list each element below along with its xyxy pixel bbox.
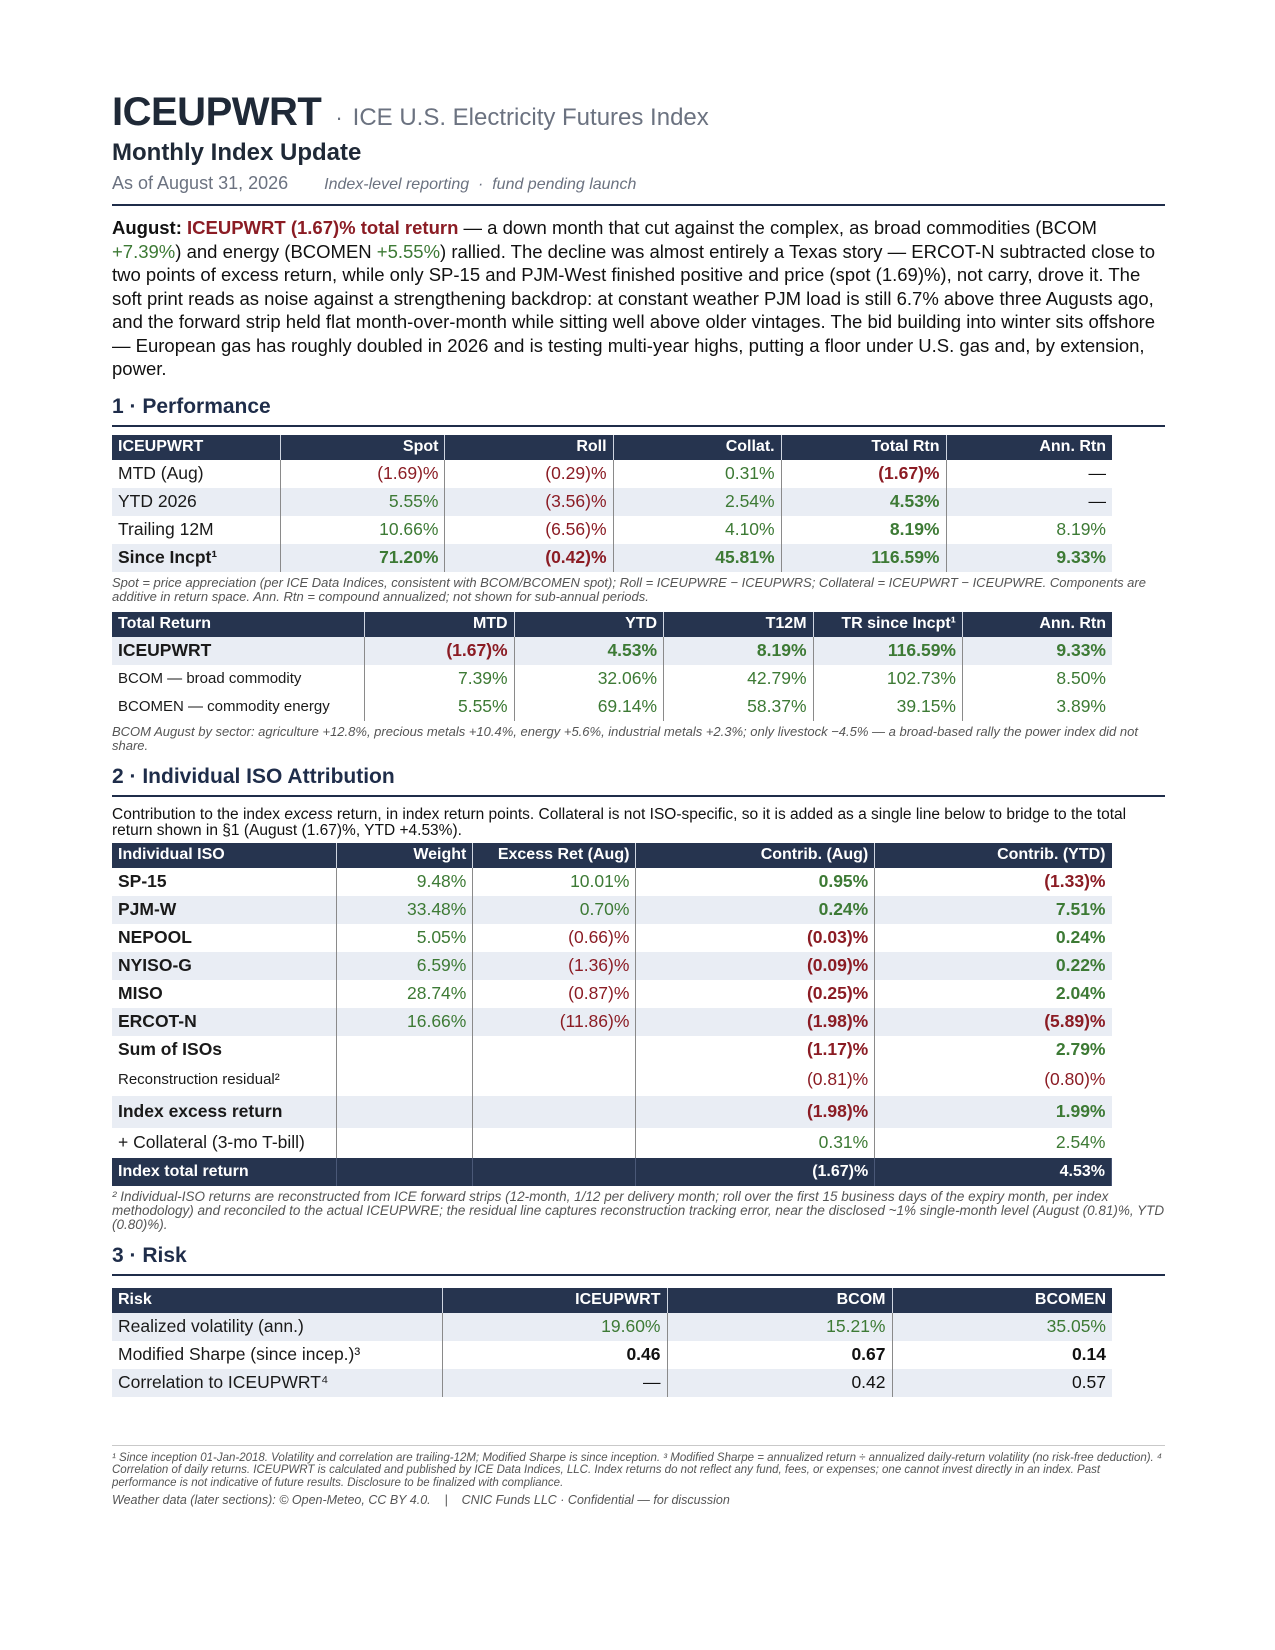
perf-cell-total: 4.53% (781, 488, 946, 516)
risk-cell-iceupwrt: — (442, 1369, 667, 1397)
iso-row-label: PJM-W (112, 896, 336, 924)
summary-text-2: ) and energy (BCOMEN (175, 240, 377, 262)
perf-cell-ann: — (946, 488, 1112, 516)
as-of-date: As of August 31, 2026 (112, 173, 289, 193)
iso-cell-weight (336, 1158, 473, 1186)
total-return-note: BCOM August by sector: agriculture +12.8%, precious metals +10.4%, energy +5.6%, industrial metals +2.3%; only livestock −4.5% — a broad-based rally the power index did not share. (112, 723, 1138, 753)
tr-cell-ann: 3.89% (1056, 696, 1106, 716)
summary-text-1: — a down month that cut against the complex, as broad commodities (BCOM (458, 217, 1097, 238)
tr-cell-incept: 39.15% (813, 693, 962, 721)
iso-row-residual (112, 1064, 1112, 1096)
summary-headline: ICEUPWRT (1.67)% total return (187, 217, 459, 238)
tr-header-mtd: MTD (365, 612, 514, 637)
iso-cell-contrib-aug: (0.25)% (636, 980, 875, 1008)
perf-cell-ann: 9.33% (946, 544, 1112, 572)
tr-row-iceupwrt (112, 637, 1112, 665)
iso-cell-contrib-ytd: 2.54% (1055, 1132, 1106, 1152)
report-header (112, 90, 1165, 135)
perf-row-mtd (112, 460, 1112, 488)
perf-cell-roll: (6.56)% (445, 516, 613, 544)
iso-row-label: NYISO-G (112, 952, 336, 980)
risk-cell-bcomen: 0.14 (1071, 1344, 1106, 1364)
iso-header-contrib-ytd: Contrib. (YTD) (875, 843, 1112, 868)
iso-row-nyisog (112, 952, 1112, 980)
tr-cell-ann: 8.50% (1056, 668, 1106, 688)
tr-header-incept: TR since Incpt¹ (813, 612, 962, 637)
iso-row-label: + Collateral (3-mo T-bill) (112, 1128, 336, 1158)
iso-row-sum (112, 1036, 1112, 1064)
iso-cell-weight (336, 1064, 473, 1096)
iso-cell-contrib-ytd: 4.53% (875, 1158, 1112, 1186)
iso-cell-contrib-aug: 0.95% (636, 868, 875, 896)
iso-header-contrib-aug: Contrib. (Aug) (636, 843, 875, 868)
tr-header-ann: Ann. Rtn (963, 612, 1113, 637)
section-iso-title: 2 · Individual ISO Attribution (112, 765, 1165, 797)
risk-row-label: Modified Sharpe (since incep.)³ (112, 1341, 442, 1369)
iso-cell-weight (336, 1096, 473, 1128)
iso-row-label: Index excess return (112, 1096, 336, 1128)
iso-intro-a: Contribution to the index (112, 805, 285, 823)
iso-cell-contrib-aug: (0.03)% (636, 924, 875, 952)
perf-row-label: YTD 2026 (112, 488, 280, 516)
tr-cell-incept: 116.59% (813, 637, 962, 665)
risk-cell-iceupwrt: 0.46 (442, 1341, 667, 1369)
iso-row-ercotn (112, 1008, 1112, 1036)
iso-cell-contrib-ytd: 2.04% (1055, 983, 1106, 1003)
risk-cell-iceupwrt: 19.60% (442, 1313, 667, 1341)
risk-cell-bcomen: 0.57 (892, 1369, 1112, 1397)
perf-cell-total: 116.59% (781, 544, 946, 572)
tr-cell-incept: 102.73% (813, 665, 962, 693)
iso-row-collateral (112, 1128, 1112, 1158)
report-subtitle: Monthly Index Update (112, 139, 362, 166)
perf-cell-roll: (3.56)% (445, 488, 613, 516)
iso-row-pjmw (112, 896, 1112, 924)
iso-attribution-table (112, 843, 1112, 1186)
total-return-table (112, 612, 1112, 721)
iso-cell-contrib-ytd: 0.22% (875, 952, 1112, 980)
perf-cell-collat: 0.31% (613, 460, 781, 488)
iso-cell-excess: 10.01% (473, 868, 636, 896)
iso-row-index-excess (112, 1096, 1112, 1128)
iso-cell-contrib-ytd: (5.89)% (875, 1008, 1112, 1036)
iso-cell-contrib-aug: (1.98)% (636, 1096, 875, 1128)
perf-cell-ann: — (1088, 463, 1106, 483)
iso-cell-contrib-ytd: 7.51% (875, 896, 1112, 924)
iso-cell-excess (473, 1036, 636, 1064)
tr-header-ytd: YTD (514, 612, 663, 637)
iso-cell-weight (336, 1128, 473, 1158)
iso-cell-weight: 33.48% (336, 896, 473, 924)
iso-cell-contrib-aug: (1.17)% (636, 1036, 875, 1064)
tr-row-label: BCOM — broad commodity (112, 665, 365, 693)
performance-table (112, 435, 1112, 572)
iso-cell-excess: (11.86)% (473, 1008, 636, 1036)
tr-row-label: BCOMEN — commodity energy (112, 693, 365, 721)
iso-cell-weight: 16.66% (336, 1008, 473, 1036)
perf-cell-collat: 4.10% (613, 516, 781, 544)
iso-cell-contrib-aug: 0.24% (636, 896, 875, 924)
iso-header-weight: Weight (336, 843, 473, 868)
perf-header-label: ICEUPWRT (112, 435, 280, 460)
iso-cell-weight: 28.74% (336, 980, 473, 1008)
iso-cell-weight: 9.48% (336, 868, 473, 896)
perf-row-label: Trailing 12M (112, 516, 280, 544)
iso-cell-excess (473, 1096, 636, 1128)
perf-row-label: MTD (Aug) (112, 460, 280, 488)
summary-bcom-return: +7.39% (112, 240, 176, 262)
summary-paragraph (112, 216, 1165, 381)
risk-row-correlation (112, 1369, 1112, 1397)
iso-intro-b: return, in index return points. Collateral is not ISO-specific, so it is added as a single line below to bridge to the total return shown in §1 (August (1.67)%, YTD +4.53%). (112, 805, 1127, 839)
header-note: Index-level reporting · fund pending launch (324, 176, 637, 193)
tr-cell-t12m: 8.19% (664, 637, 813, 665)
iso-cell-contrib-aug: (0.81)% (636, 1064, 875, 1096)
tr-row-bcom (112, 665, 1112, 693)
tr-cell-t12m: 58.37% (664, 693, 813, 721)
iso-cell-excess (473, 1158, 636, 1186)
iso-cell-contrib-aug: 0.31% (636, 1128, 875, 1158)
header-rule (112, 204, 1165, 206)
iso-row-label: ERCOT-N (112, 1008, 336, 1036)
perf-header-spot: Spot (280, 435, 445, 460)
iso-cell-contrib-aug: (1.67)% (636, 1158, 875, 1186)
tr-cell-mtd: 7.39% (365, 665, 514, 693)
tr-cell-ytd: 32.06% (514, 665, 663, 693)
iso-row-nepool (112, 924, 1112, 952)
tr-row-label: ICEUPWRT (112, 637, 365, 665)
summary-lead: August: (112, 217, 182, 238)
perf-row-t12m (112, 516, 1112, 544)
iso-intro (112, 807, 1165, 839)
iso-row-total (112, 1158, 1112, 1186)
iso-cell-contrib-aug: (0.09)% (636, 952, 875, 980)
tr-header-label: Total Return (112, 612, 365, 637)
risk-row-sharpe (112, 1341, 1112, 1369)
iso-header-excess: Excess Ret (Aug) (473, 843, 636, 868)
perf-cell-roll: (0.42)% (445, 544, 613, 572)
iso-cell-excess (473, 1128, 636, 1158)
perf-cell-spot: 5.55% (280, 488, 445, 516)
risk-row-volatility (112, 1313, 1112, 1341)
perf-cell-total: 8.19% (781, 516, 946, 544)
risk-header-iceupwrt: ICEUPWRT (442, 1288, 667, 1313)
perf-header-ann: Ann. Rtn (946, 435, 1112, 460)
risk-header-label: Risk (112, 1288, 442, 1313)
tr-cell-ytd: 69.14% (514, 693, 663, 721)
iso-cell-weight: 5.05% (336, 924, 473, 952)
iso-cell-excess: (0.66)% (473, 924, 636, 952)
iso-header-label: Individual ISO (112, 843, 336, 868)
iso-cell-excess: 0.70% (473, 896, 636, 924)
iso-cell-contrib-ytd: 2.79% (1055, 1039, 1106, 1059)
iso-cell-contrib-ytd: 0.24% (1055, 927, 1106, 947)
perf-cell-collat: 2.54% (613, 488, 781, 516)
index-name: ICE U.S. Electricity Futures Index (352, 104, 709, 131)
perf-cell-ann: 8.19% (1056, 519, 1106, 539)
perf-cell-roll: (0.29)% (445, 460, 613, 488)
footer-line: Weather data (later sections): © Open-Meteo, CC BY 4.0. | CNIC Funds LLC · Confidential — for discussion (112, 1493, 730, 1507)
section-risk-title: 3 · Risk (112, 1244, 1165, 1276)
risk-header-bcom: BCOM (667, 1288, 892, 1313)
section-performance-title: 1 · Performance (112, 395, 1165, 427)
perf-row-label: Since Incpt¹ (112, 544, 280, 572)
iso-cell-contrib-ytd: (1.33)% (1044, 871, 1106, 891)
tr-row-bcomen (112, 693, 1112, 721)
risk-row-label: Realized volatility (ann.) (112, 1313, 442, 1341)
iso-row-sp15 (112, 868, 1112, 896)
iso-cell-excess: (0.87)% (473, 980, 636, 1008)
perf-cell-spot: (1.69)% (280, 460, 445, 488)
footer-notes: ¹ Since inception 01-Jan-2018. Volatility and correlation are trailing-12M; Modified Sharpe is since inception. ³ Modified Sharpe = annualized return ÷ annualized daily-return volatility (no risk-free deduction). ⁴ Correlation of daily returns. ICEUPWRT is calculated and published by ICE Data Indices, LLC. Index returns do not reflect any fund, fees, or expenses; one cannot invest directly in an index. Past performance is not indicative of future results. Disclosure to be finalized with compliance. (112, 1451, 1162, 1489)
iso-row-label: Index total return (112, 1158, 336, 1186)
iso-cell-excess (473, 1064, 636, 1096)
tr-cell-ytd: 4.53% (514, 637, 663, 665)
iso-cell-excess: (1.36)% (473, 952, 636, 980)
summary-text-3: ) rallied. The decline was almost entirely a Texas story — ERCOT-N subtracted close to two points of excess return, while only SP-15 and PJM-West finished positive and price (spot (1.69)%), not carry, drove it. The soft print reads as noise against a strengthening backdrop: at constant weather PJM load is still 6.7% above three Augusts ago, and the forward strip held flat month-over-month while sitting well above older vintages. The bid building into winter sits offshore — European gas has roughly doubled in 2026 and is testing multi-year highs, putting a floor under U.S. gas and, by extension, power. (112, 240, 1156, 379)
iso-row-label: Reconstruction residual² (112, 1064, 336, 1096)
perf-cell-collat: 45.81% (613, 544, 781, 572)
iso-cell-contrib-ytd: (0.80)% (1044, 1069, 1106, 1089)
perf-header-total: Total Rtn (781, 435, 946, 460)
risk-cell-bcom: 0.42 (667, 1369, 892, 1397)
iso-row-label: Sum of ISOs (112, 1036, 336, 1064)
perf-row-incept (112, 544, 1112, 572)
perf-header-roll: Roll (445, 435, 613, 460)
title-separator: · (335, 105, 343, 130)
tr-header-t12m: T12M (664, 612, 813, 637)
iso-row-label: MISO (112, 980, 336, 1008)
risk-cell-bcom: 15.21% (667, 1313, 892, 1341)
iso-cell-weight: 6.59% (336, 952, 473, 980)
iso-intro-emphasis: excess (284, 805, 333, 823)
perf-cell-total: (1.67)% (781, 460, 946, 488)
risk-header-bcomen: BCOMEN (892, 1288, 1112, 1313)
ticker-title: ICEUPWRT (112, 90, 322, 134)
risk-cell-bcomen: 35.05% (892, 1313, 1112, 1341)
iso-row-miso (112, 980, 1112, 1008)
iso-cell-contrib-aug: (1.98)% (636, 1008, 875, 1036)
tr-cell-ann: 9.33% (963, 637, 1113, 665)
footer-rule (112, 1445, 1165, 1446)
iso-cell-weight (336, 1036, 473, 1064)
perf-cell-spot: 10.66% (280, 516, 445, 544)
report-page (112, 90, 1165, 1507)
perf-row-ytd (112, 488, 1112, 516)
risk-row-label: Correlation to ICEUPWRT⁴ (112, 1369, 442, 1397)
perf-header-collat: Collat. (613, 435, 781, 460)
perf-cell-spot: 71.20% (280, 544, 445, 572)
risk-cell-bcom: 0.67 (667, 1341, 892, 1369)
risk-table (112, 1288, 1112, 1397)
tr-cell-t12m: 42.79% (664, 665, 813, 693)
tr-cell-mtd: 5.55% (365, 693, 514, 721)
iso-row-label: NEPOOL (112, 924, 336, 952)
summary-bcomen-return: +5.55% (376, 240, 441, 262)
iso-row-label: SP-15 (112, 868, 336, 896)
iso-note: ² Individual-ISO returns are reconstructed from ICE forward strips (12-month, 1/12 per delivery month; roll over the first 15 business days of the expiry month, per index methodology) and reconciled to the actual ICEUPWRE; the residual line captures reconstruction tracking error, near the disclosed ~1% single-month level (August (0.81)%, YTD (0.80)%). (112, 1188, 1165, 1232)
performance-note: Spot = price appreciation (per ICE Data Indices, consistent with BCOM/BCOMEN spot); Roll = ICEUPWRE − ICEUPWRS; Collateral = ICEUPWRT − ICEUPWRE. Components are additive in return space. Ann. Rtn = compound annualized; not shown for sub-annual periods. (112, 574, 1146, 604)
tr-cell-mtd: (1.67)% (365, 637, 514, 665)
iso-cell-contrib-ytd: 1.99% (875, 1096, 1112, 1128)
